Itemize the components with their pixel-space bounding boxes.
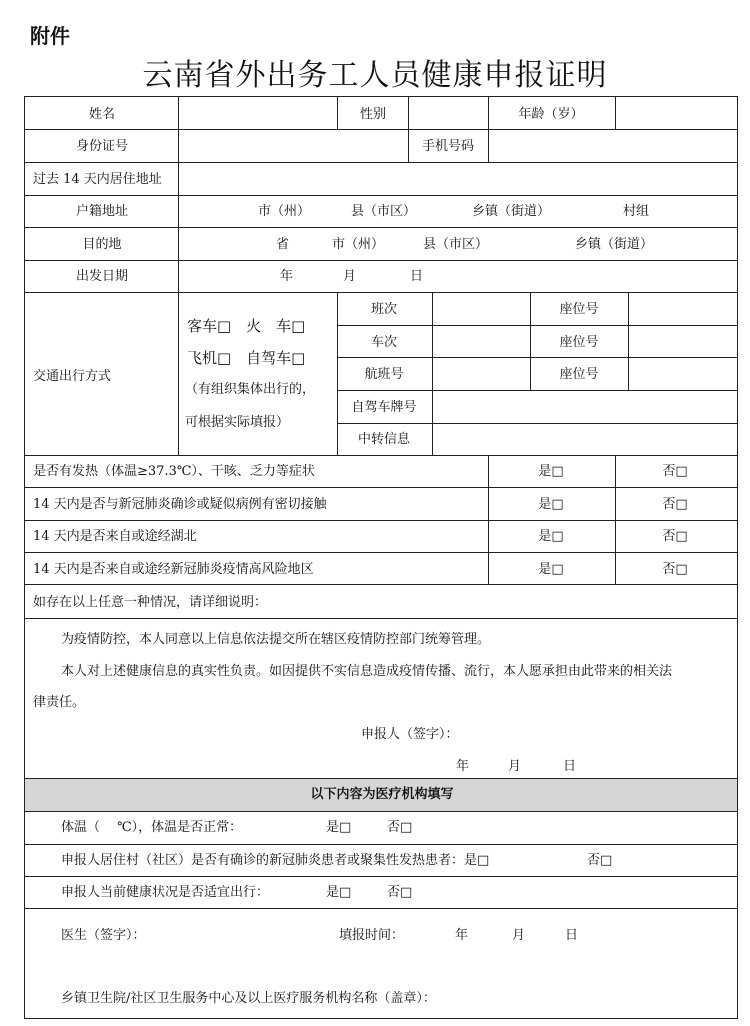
departure-year: 年 xyxy=(280,269,294,284)
household-city: 市（州） xyxy=(258,204,311,219)
transport-options-line1: 客车□ 火 车□ xyxy=(187,317,306,335)
contact-yes-checkbox[interactable]: 是□ xyxy=(538,497,564,512)
flight-number-label: 航班号 xyxy=(364,367,404,382)
question-high-risk: 14 天内是否来自或途经新冠肺炎疫情高风险地区 xyxy=(33,562,314,577)
bus-number-label: 班次 xyxy=(370,302,398,317)
high-risk-yes-checkbox[interactable]: 是□ xyxy=(538,562,564,577)
departure-date-label: 出发日期 xyxy=(75,269,129,284)
gender-label: 性别 xyxy=(359,107,387,122)
fit-to-travel-question: 申报人当前健康状况是否适宜出行： xyxy=(61,885,270,900)
question-fever: 是否有发热（体温≥37.3℃）、干咳、乏力等症状 xyxy=(33,464,315,479)
age-label: 年龄（岁） xyxy=(518,107,584,122)
question-close-contact: 14 天内是否与新冠肺炎确诊或疑似病例有密切接触 xyxy=(33,497,327,512)
page-title: 云南省外出务工人员健康申报证明 xyxy=(142,58,608,93)
health-declaration-form xyxy=(24,96,738,1019)
temperature-question: 体温（ ℃），体温是否正常： xyxy=(61,820,243,835)
train-number-label: 车次 xyxy=(370,335,398,350)
fit-yes-checkbox[interactable]: 是□ xyxy=(326,885,352,900)
medical-section-title: 以下内容为医疗机构填写 xyxy=(310,787,454,802)
train-seat-label: 座位号 xyxy=(559,335,599,350)
declaration-day: 日 xyxy=(563,759,577,774)
declaration-month: 月 xyxy=(508,759,522,774)
explain-prompt: 如存在以上任意一种情况，请详细说明： xyxy=(33,595,268,610)
destination-label: 目的地 xyxy=(82,237,122,252)
id-number-label: 身份证号 xyxy=(75,139,129,154)
declarant-signature-label: 申报人（签字）： xyxy=(361,727,459,742)
village-case-no-checkbox[interactable]: 否□ xyxy=(587,853,613,868)
dest-county: 县（市区） xyxy=(423,237,489,252)
household-label: 户籍地址 xyxy=(75,204,129,219)
hubei-no-checkbox[interactable]: 否□ xyxy=(662,529,688,544)
household-county: 县（市区） xyxy=(351,204,417,219)
dest-city: 市（州） xyxy=(332,237,385,252)
responsibility-line2: 律责任。 xyxy=(33,695,86,710)
transport-note-line1: （有组织集体出行的， xyxy=(185,382,316,397)
temperature-no-checkbox[interactable]: 否□ xyxy=(387,820,413,835)
transport-note-line2: 可根据实际填报） xyxy=(185,415,290,430)
attachment-label: 附件 xyxy=(30,24,70,48)
question-hubei: 14 天内是否来自或途经湖北 xyxy=(33,529,197,544)
fill-time-label: 填报时间： xyxy=(339,928,405,943)
village-case-question: 申报人居住村（社区）是否有确诊的新冠肺炎患者或聚集性发热患者：是□ xyxy=(61,853,490,868)
hubei-yes-checkbox[interactable]: 是□ xyxy=(538,529,564,544)
declaration-year: 年 xyxy=(456,759,470,774)
doctor-signature-label: 医生（签字）： xyxy=(61,928,146,943)
transport-options-line2: 飞机□ 自驾车□ xyxy=(187,349,306,367)
dest-province: 省 xyxy=(276,237,290,252)
phone-label: 手机号码 xyxy=(421,139,475,154)
contact-no-checkbox[interactable]: 否□ xyxy=(662,497,688,512)
responsibility-line1: 本人对上述健康信息的真实性负责。如因提供不实信息造成疫情传播、流行，本人愿承担由此带来的相关法 xyxy=(61,664,673,679)
residence-14d-label: 过去 14 天内居住地址 xyxy=(33,172,162,187)
departure-day: 日 xyxy=(410,269,424,284)
transport-label: 交通出行方式 xyxy=(33,369,112,384)
transfer-info-label: 中转信息 xyxy=(357,432,411,447)
institution-stamp-label: 乡镇卫生院/社区卫生服务中心及以上医疗服务机构名称（盖章）： xyxy=(61,991,436,1006)
household-village: 村组 xyxy=(623,204,650,219)
fill-month: 月 xyxy=(512,928,526,943)
fit-no-checkbox[interactable]: 否□ xyxy=(387,885,413,900)
fever-yes-checkbox[interactable]: 是□ xyxy=(538,464,564,479)
name-label: 姓名 xyxy=(88,107,116,122)
temperature-yes-checkbox[interactable]: 是□ xyxy=(326,820,352,835)
consent-statement: 为疫情防控，本人同意以上信息依法提交所在辖区疫情防控部门统筹管理。 xyxy=(61,632,491,647)
household-town: 乡镇（街道） xyxy=(472,204,551,219)
fever-no-checkbox[interactable]: 否□ xyxy=(662,464,688,479)
dest-town: 乡镇（街道） xyxy=(575,237,654,252)
high-risk-no-checkbox[interactable]: 否□ xyxy=(662,562,688,577)
departure-month: 月 xyxy=(343,269,357,284)
flight-seat-label: 座位号 xyxy=(559,367,599,382)
fill-year: 年 xyxy=(455,928,469,943)
car-plate-label: 自驾车牌号 xyxy=(351,400,417,415)
fill-day: 日 xyxy=(565,928,579,943)
bus-seat-label: 座位号 xyxy=(559,302,599,317)
